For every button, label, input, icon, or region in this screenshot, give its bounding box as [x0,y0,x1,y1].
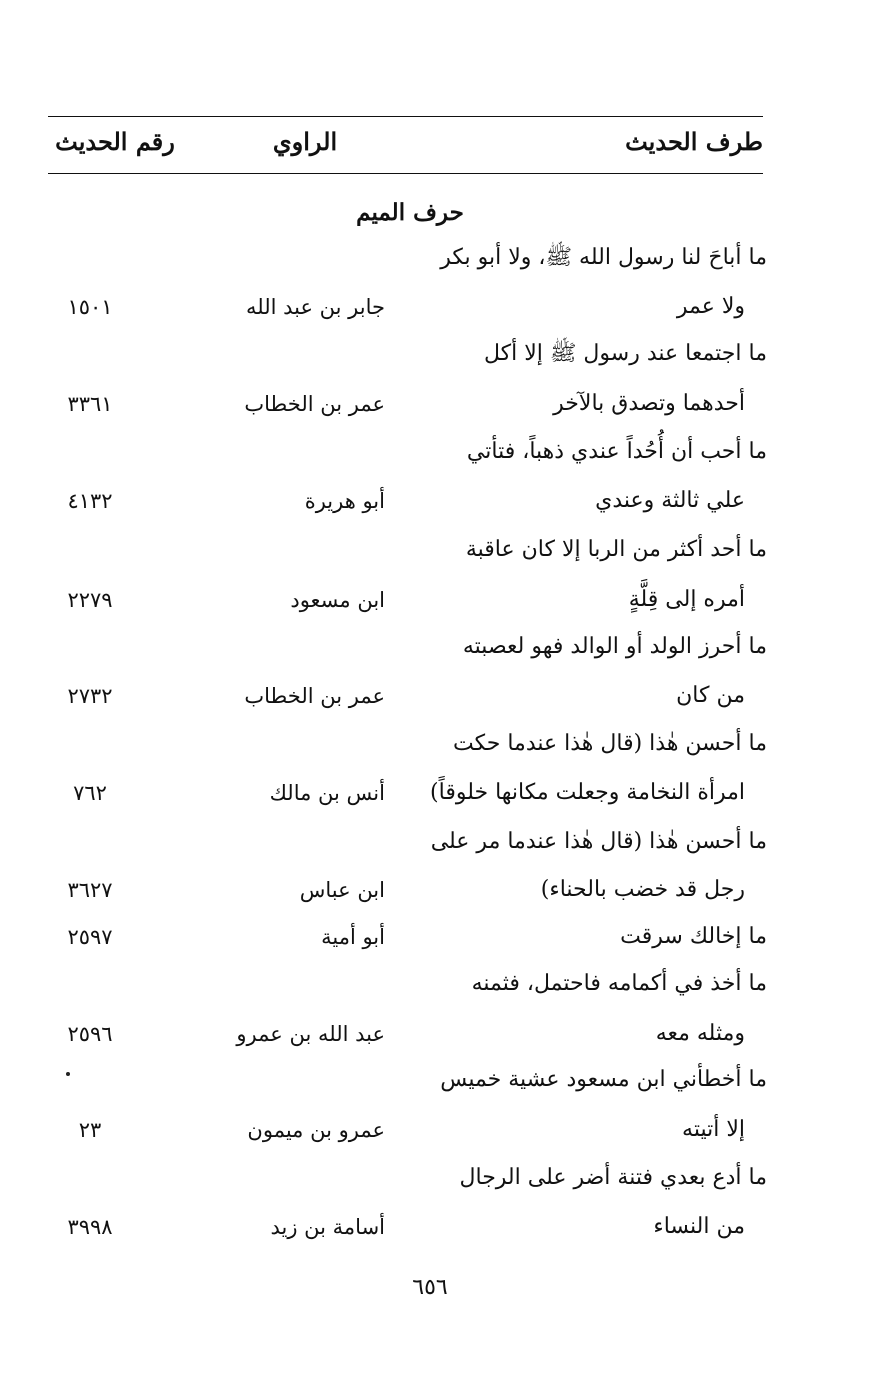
entry-narrator: عمر بن الخطاب [244,392,385,416]
entry-text-line1: ما أباحَ لنا رسول الله ﷺ، ولا أبو بكر [440,245,767,270]
entry-number: ٢٣ [78,1118,102,1142]
entry-text-line1: ما أحسن هٰذا (قال هٰذا عندما مر على [430,829,767,854]
column-header-hadith-number: رقم الحديث [55,127,175,156]
entry-text-line1: ما أخذ في أكمامه فاحتمل، فثمنه [471,971,767,996]
entry-text-line1: ما أدع بعدي فتنة أضر على الرجال [459,1165,767,1190]
entry-number: ٢٥٩٧ [67,925,113,949]
entry-text-line1: ما أحب أن أُحُداً عندي ذهباً، فتأتي [466,439,767,464]
entry-narrator: عبد الله بن عمرو [236,1022,385,1046]
entry-text-line1: ما أخطأني ابن مسعود عشية خميس [440,1067,767,1092]
entry-text-line2: ولا عمر [676,294,745,319]
entry-text-line1: ما اجتمعا عند رسول ﷺ إلا أكل [483,341,767,366]
column-header-narrator: الراوي [272,127,338,156]
entry-number: ٤١٣٢ [67,489,113,513]
entry-number: ٢٧٣٢ [67,684,113,708]
entry-number: ٢٥٩٦ [67,1022,113,1046]
entry-narrator: أبو هريرة [304,489,385,513]
entry-text-line2: رجل قد خضب بالحناء) [540,877,745,902]
entry-text-line1: ما أحد أكثر من الربا إلا كان عاقبة [465,537,767,562]
stray-ink-dot [66,1072,70,1076]
entry-text-line2: أحدهما وتصدق بالآخر [553,391,745,416]
entry-number: ٣٩٩٨ [67,1215,113,1239]
entry-narrator: ابن مسعود [290,588,385,612]
entry-narrator: أنس بن مالك [269,781,385,805]
entry-text-line1: ما أحرز الولد أو الوالد فهو لعصبته [462,634,767,659]
page-number: ٦٥٦ [412,1275,448,1300]
entry-number: ١٥٠١ [67,295,113,319]
entry-text-line2: علي ثالثة وعندي [595,488,745,513]
header-bottom-rule [48,173,763,174]
header-top-rule [48,116,763,117]
entry-text-line2: امرأة النخامة وجعلت مكانها خلوقاً) [430,780,745,805]
entry-text-line1: ما أحسن هٰذا (قال هٰذا عندما حكت [453,731,767,756]
entry-text-line1: ما إخالك سرقت [620,924,767,949]
entry-text-line2: من النساء [653,1214,745,1239]
section-title: حرف الميم [356,199,464,226]
entry-narrator: أسامة بن زيد [270,1215,385,1239]
column-header-hadith-text: طرف الحديث [625,127,763,156]
entry-narrator: جابر بن عبد الله [245,295,385,319]
entry-narrator: عمر بن الخطاب [244,684,385,708]
entry-narrator: أبو أمية [321,925,385,949]
entry-narrator: عمرو بن ميمون [247,1118,385,1142]
entry-number: ٣٣٦١ [67,392,113,416]
entry-text-line2: من كان [676,683,745,708]
entry-text-line2: ومثله معه [655,1021,745,1046]
entry-number: ٣٦٢٧ [67,878,113,902]
entry-number: ٢٢٧٩ [67,588,113,612]
entry-narrator: ابن عباس [299,878,385,902]
entry-text-line2: إلا أتيته [682,1117,745,1142]
entry-text-line2: أمره إلى قِلَّةٍ [628,587,745,612]
entry-number: ٧٦٢ [73,781,107,805]
